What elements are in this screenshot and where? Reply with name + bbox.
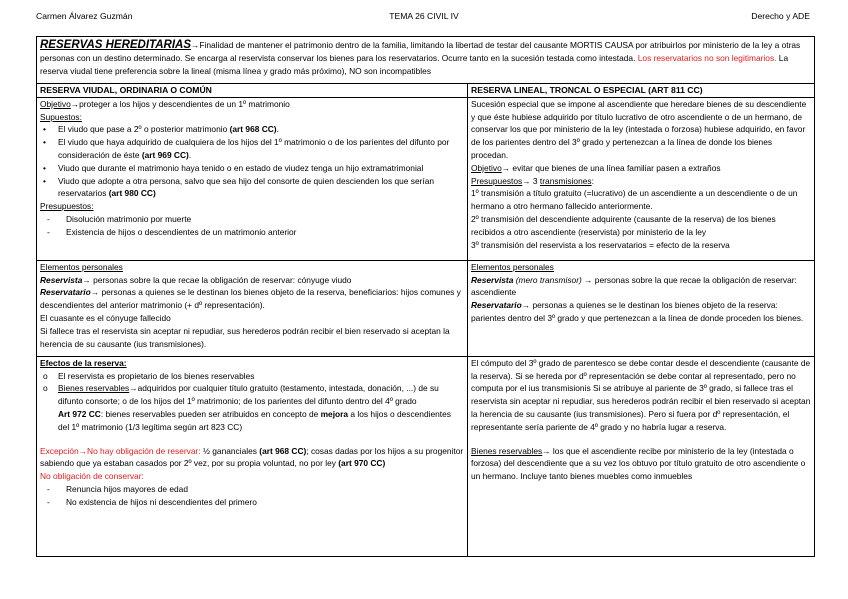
presupuestos-label: Presupuestos: — [40, 201, 94, 212]
list-item: o El reservista es propietario de los bienes reservables — [43, 370, 255, 381]
right-section-2: Elementos personales Reservista (mero transmisor) → personas sobre la que recae la obligación de reservar: ascendiente Reservatario→ personas a quienes se le destinan los bienes objeto de la reserva: parientes dentro del 3º grado y que pertenezcan a la línea de donde proceden los bienes. — [468, 260, 815, 356]
left-section-3: Efectos de la reserva: o El reservista es propietario de los bienes reservables o Bienes reservables→adquiridos por cualquier título gratuito (testamento, intestada, donación, ...) de su difunto consorte; o de los hijos del 1º matrimonio; de los parientes del difunto dentro del 4º grado Art 972 CC: bienes reservables pueden ser atribuidos en concepto de mejora a los hijos o descendientes del 1º matrimonio (1/3 legítima según art 823 CC) Excepción→No hay obligación de reservar: ½ gananciales (art 968 CC); cosas dadas por los hijos a su progenitor sabiendo que ya estaban casados por 2º vez, por su propia voluntad, no por ley (art 970 CC) No obligación de conservar: - Renuncia hijos mayores de edad - No existencia de hijos ni descendientes del primero — [37, 356, 468, 556]
left-section-2: Elementos personales Reservista→ personas sobre la que recae la obligación de reservar: cónyuge viudo Reservatario→ personas a quienes se le destinan los bienes objeto de la reserva, beneficiarios: hijos comunes y descendientes del anterior matrimonio (+ dº representación). El cuasante es el cónyuge fallecido Si fallece tras el reservista sin aceptar ni repudiar, sus herederos podrán recibir el bien reservado si aceptan la herencia de su causante (ius transmisiones). — [37, 260, 468, 356]
left-section-1: Objetivo→proteger a los hijos y descendientes de un 1º matrimonio Supuestos: • El viudo que pase a 2º o posterior matrimonio (art 968 CC). • El viudo que haya adquirido de cualquiera de los hijos del 1º matrimonio o de los parientes del difunto por consideración de éste (art 969 CC). • Viudo que durante el matrimonio haya tenido o en estado de viudez tenga un hijo extramatrimonial • Viudo que adopte a otra persona, salvo que sea hijo del consorte de quien descienden los que serían reservatarios (art 980 CC) Presupuestos: - Disolución matrimonio por muerte - Existencia de hijos o descendientes de un matrimonio anterior — [37, 97, 468, 260]
summary-table — [36, 36, 815, 557]
list-item: • Viudo que durante el matrimonio haya tenido o en estado de viudez tenga un hijo extramatrimonial — [43, 162, 424, 173]
arrow: → — [191, 40, 200, 50]
right-section-1: Sucesión especial que se impone al ascendiente que heredare bienes de su descendiente y que éste hubiese adquirido por título lucrativo de otro ascendiente o de un hermano, de conservar los que por ministerio de la ley (intestada o forzosa) hubiese adquirido, en favor de los parientes dentro del 3º grado y pertenezcan a la línea de donde los bienes procedan. Objetivo→ evitar que bienes de una línea familiar pasen a extraños Presupuestos→ 3 transmisiones: 1º transmisión a título gratuito (=lucrativo) de un ascendiente a un descendiente o de un hermano a otro hermano fallecido anteriormente. 2º transmisión del descendiente adquirente (causante de la reserva) de los bienes recibidos a otro ascendiente (reservista) por ministerio de la ley 3º transmisión del reservista a los reservatarios = efecto de la reserva — [468, 97, 815, 260]
list-item: - Renuncia hijos mayores de edad — [47, 483, 188, 494]
subject: Derecho y ADE — [751, 11, 810, 21]
list-item: • El viudo que haya adquirido de cualquiera de los hijos del 1º matrimonio o de los parientes del difunto por consideración de éste (art 969 CC). — [43, 137, 450, 160]
intro-title: RESERVAS HEREDITARIAS — [40, 39, 192, 51]
supuestos-label: Supuestos: — [40, 111, 82, 122]
list-item: • El viudo que pase a 2º o posterior matrimonio (art 968 CC). — [43, 124, 279, 135]
objetivo-label: Objetivo — [40, 98, 71, 109]
author: Carmen Álvarez Guzmán — [36, 11, 133, 21]
topic-title: TEMA 26 CIVIL IV — [389, 11, 459, 21]
intro-text: Finalidad de mantener el patrimonio dentro de la familia, limitando la libertad de testar del causante MORTIS CAUSA por atribuirlos por ministerio de la ley a otras personas con un destino determinado. Se encarga al reservista conservar los bienes para los reservatarios. Ocurre tanto en la sucesión testada como intestada. — [40, 40, 801, 63]
list-item: - Disolución matrimonio por muerte — [47, 213, 192, 224]
intro-warning: Los reservatarios no son legitimarios. — [637, 52, 777, 63]
right-heading: RESERVA LINEAL, TRONCAL O ESPECIAL (ART 811 CC) — [468, 84, 815, 98]
intro-text-2: La reserva viudal tiene preferencia sobre la lineal (misma línea y grado más próximo), NO son incompatibles — [40, 52, 789, 76]
list-item: o Bienes reservables→adquiridos por cualquier título gratuito (testamento, intestada, donación, ...) de su difunto consorte; o de los hijos del 1º matrimonio; de los parientes del difunto dentro del 4º grado — [43, 383, 439, 407]
right-section-3: El cómputo del 3º grado de parentesco se debe contar desde el descendiente (causante de la reserva). Si se hereda por dº representación se debe contar al representado, pero no computa por el ius transmisionis Si se atribuye al pariente de 3º grado, si fallece tras el reservista sin aceptar ni repudiar, sus herederos podrán recibir el bien reservado si aceptan la herencia de su causante (ius transmisiones). Pero si fuera por dº representación, el representante sería pariente de 4º grado y no habría lugar a reserva. Bienes reservables→ los que el ascendiente recibe por ministerio de la ley (intestada o forzosa) del descendiente que a su vez los obtuvo por título gratuito de otro ascendiente o un hermano. Incluye tanto bienes muebles como inmuebles — [468, 356, 815, 556]
intro-cell — [37, 37, 815, 84]
list-item: - Existencia de hijos o descendientes de un matrimonio anterior — [47, 226, 297, 237]
list-item: • Viudo que adopte a otra persona, salvo que sea hijo del consorte de quien descienden los que serían reservatarios (art 980 CC) — [43, 175, 435, 199]
list-item: - No existencia de hijos ni descendientes del primero — [47, 496, 257, 507]
left-heading: RESERVA VIUDAL, ORDINARIA O COMÚN — [37, 84, 468, 98]
